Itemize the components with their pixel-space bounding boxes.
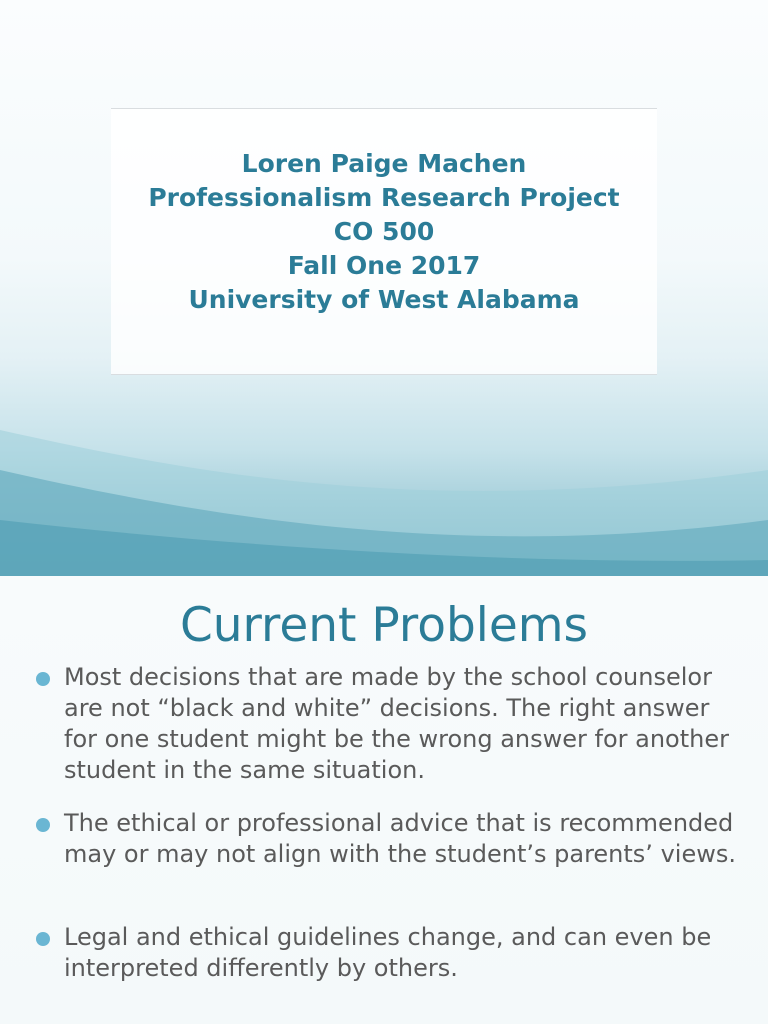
bullet-text: Legal and ethical guidelines change, and can even be interpreted differently by others. xyxy=(64,923,712,982)
content-slide xyxy=(0,576,768,1024)
term: Fall One 2017 xyxy=(287,251,481,280)
bullet-text: Most decisions that are made by the school counselor are not “black and white” decisions. The right answer for one student might be the wrong answer for another student in the same situation. xyxy=(64,663,729,784)
slide-title: Current Problems xyxy=(179,598,589,653)
title-box xyxy=(111,108,657,375)
bullet-text: The ethical or professional advice that is recommended may or may not align with the student’s parents’ views. xyxy=(64,809,736,868)
author-name: Loren Paige Machen xyxy=(241,149,527,178)
course-code: CO 500 xyxy=(333,217,435,246)
bullet-dot-icon xyxy=(36,932,50,946)
bullet-dot-icon xyxy=(36,818,50,832)
bullet-dot-icon xyxy=(36,672,50,686)
project-title: Professionalism Research Project xyxy=(148,183,620,212)
university: University of West Alabama xyxy=(188,285,580,314)
title-block xyxy=(111,147,657,317)
